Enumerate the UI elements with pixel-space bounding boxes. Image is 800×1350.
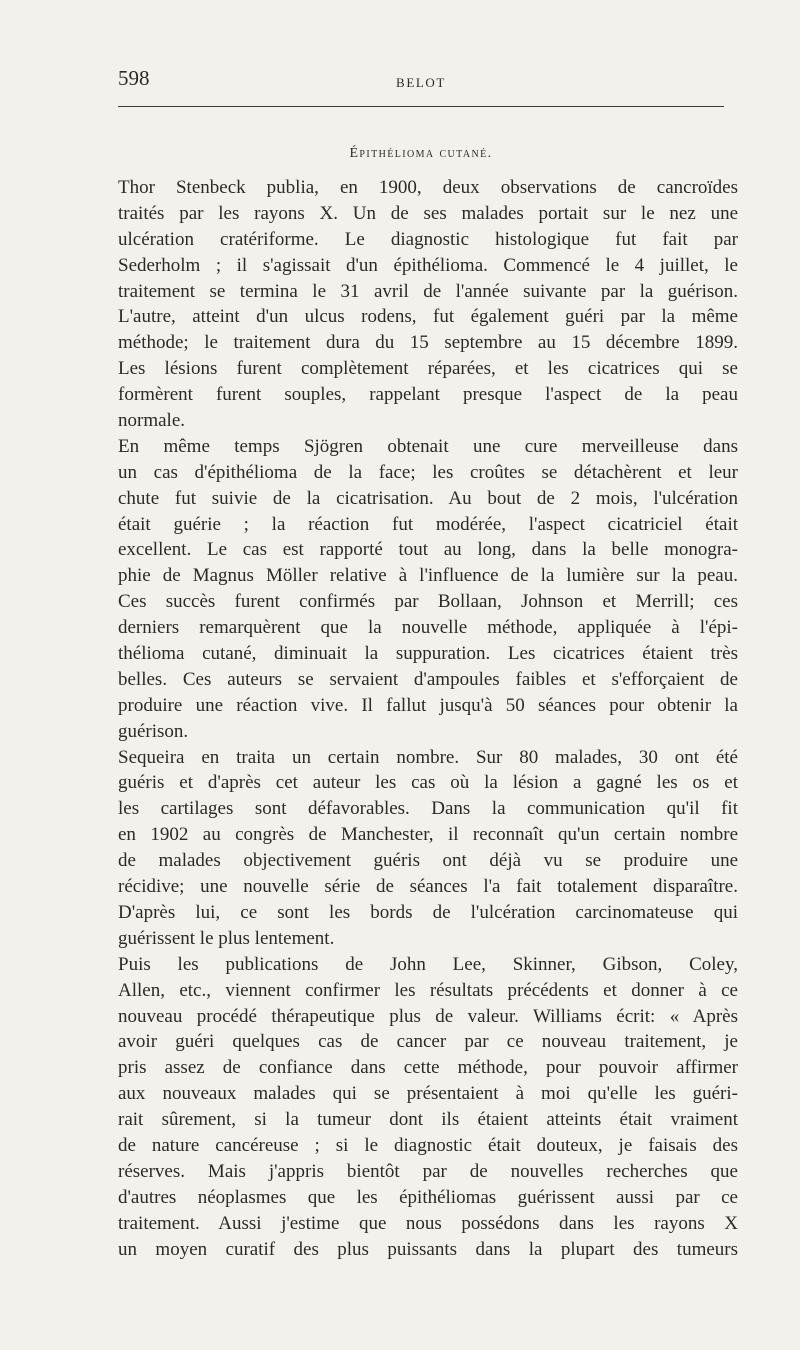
text-line: un cas d'épithélioma de la face; les croûtes se détachèrent et leur [118,461,738,483]
text-line: aux nouveaux malades qui se présentaient à moi qu'elle les guéri- [118,1083,738,1105]
text-line: récidive; une nouvelle série de séances l'a fait totalement disparaître. [118,876,738,898]
text-line: méthode; le traitement dura du 15 septembre au 15 décembre 1899. [118,332,738,354]
text-line: belles. Ces auteurs se servaient d'ampoules faibles et s'efforçaient de [118,668,738,690]
text-line: guérison. [118,720,189,742]
text-line: en 1902 au congrès de Manchester, il reconnaît qu'un certain nombre [118,824,738,846]
text-line: pris assez de confiance dans cette méthode, pour pouvoir affirmer [118,1057,738,1079]
text-line: Puis les publications de John Lee, Skinner, Gibson, Coley, [118,953,738,975]
text-line: traitement se termina le 31 avril de l'année suivante par la guérison. [118,280,738,302]
text-line: Thor Stenbeck publia, en 1900, deux observations de cancroïdes [118,177,738,198]
text-line: phie de Magnus Möller relative à l'influence de la lumière sur la peau. [118,565,738,587]
text-line: Ces succès furent confirmés par Bollaan, Johnson et Merrill; ces [118,591,738,613]
text-line: Sederholm ; il s'agissait d'un épithélioma. Commencé le 4 juillet, le [118,254,738,276]
text-line: produire une réaction vive. Il fallut jusqu'à 50 séances pour obtenir la [118,694,738,716]
running-title: BELOT [396,75,446,90]
text-line: excellent. Le cas est rapporté tout au long, dans la belle monogra- [118,539,738,561]
text-line: avoir guéri quelques cas de cancer par ce nouveau traitement, je [118,1031,738,1053]
text-line: un moyen curatif des plus puissants dans la plupart des tumeurs [118,1238,738,1260]
text-line: Sequeira en traita un certain nombre. Sur 80 malades, 30 ont été [118,746,738,768]
text-line: guéris et d'après cet auteur les cas où la lésion a gagné les os et [118,772,738,794]
text-line: Allen, etc., viennent confirmer les résultats précédents et donner à ce [118,979,738,1001]
text-line: guérissent le plus lentement. [118,927,335,949]
body-text [118,175,738,1262]
text-line: réserves. Mais j'appris bientôt par de nouvelles recherches que [118,1160,738,1182]
text-line: Les lésions furent complètement réparées, et les cicatrices qui se [118,358,738,380]
page-header [118,66,724,96]
section-title-text: Épithélioma cutané. [349,146,493,161]
text-line: traités par les rayons X. Un de ses malades portait sur le nez une [118,202,738,224]
text-line: En même temps Sjögren obtenait une cure merveilleuse dans [118,435,738,457]
text-line: ulcération cratériforme. Le diagnostic histologique fut fait par [118,228,738,250]
text-line: derniers remarquèrent que la nouvelle méthode, appliquée à l'épi- [118,617,738,639]
text-line: était guérie ; la réaction fut modérée, l'aspect cicatriciel était [118,513,738,535]
text-line: formèrent furent souples, rappelant presque l'aspect de la peau [118,384,738,406]
text-line: traitement. Aussi j'estime que nous possédons dans les rayons X [118,1212,738,1234]
page-number: 598 [118,66,150,90]
text-line: D'après lui, ce sont les bords de l'ulcération carcinomateuse qui [118,901,738,923]
section-title [118,146,724,162]
text-line: nouveau procédé thérapeutique plus de valeur. Williams écrit: « Après [118,1005,738,1027]
text-line: les cartilages sont défavorables. Dans la communication qu'il fit [118,798,738,820]
text-line: de nature cancéreuse ; si le diagnostic était douteux, je faisais des [118,1134,738,1156]
text-line: normale. [118,410,186,432]
text-line: rait sûrement, si la tumeur dont ils étaient atteints était vraiment [118,1109,738,1131]
header-rule [118,106,724,107]
text-line: thélioma cutané, diminuait la suppuration. Les cicatrices étaient très [118,643,738,665]
text-line: d'autres néoplasmes que les épithéliomas guérissent aussi par ce [118,1186,738,1208]
text-line: chute fut suivie de la cicatrisation. Au bout de 2 mois, l'ulcération [118,487,738,509]
text-line: de malades objectivement guéris ont déjà vu se produire une [118,850,738,872]
text-line: L'autre, atteint d'un ulcus rodens, fut également guéri par la même [118,306,738,328]
